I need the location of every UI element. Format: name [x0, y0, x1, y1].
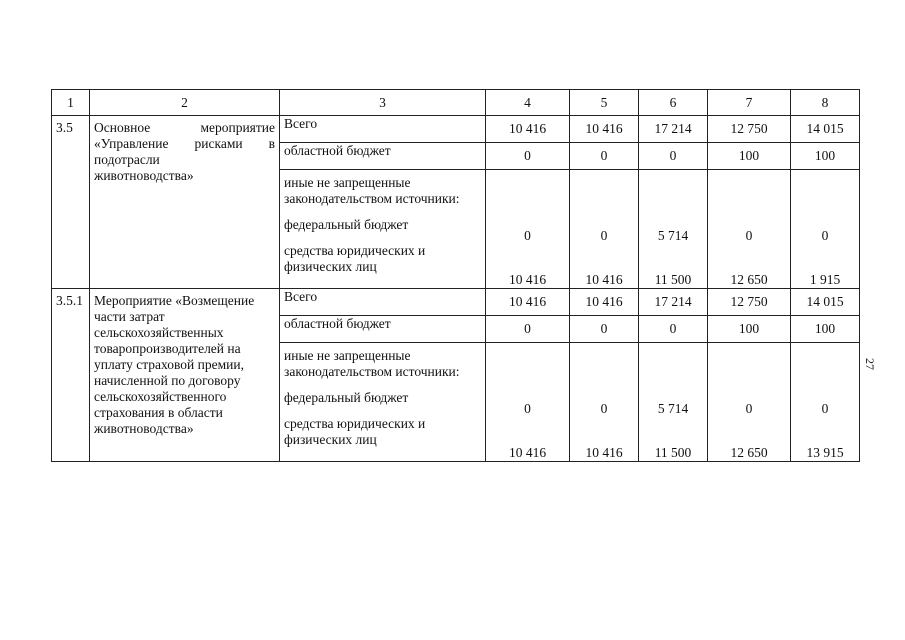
value-stack	[639, 170, 708, 289]
source-label-group	[280, 170, 486, 289]
page-number: 27	[863, 358, 877, 370]
row-name-line: начисленной по договору	[94, 373, 241, 388]
header-row	[52, 90, 860, 116]
value-cell: 13 915	[806, 445, 844, 460]
word: мероприятие	[200, 120, 275, 135]
row-name-line: животноводства»	[94, 421, 194, 436]
value-cell: 5 714	[657, 228, 689, 243]
value-stack	[791, 170, 860, 289]
source-label: федеральный бюджет	[284, 390, 409, 405]
value-stack	[486, 343, 570, 462]
row-name-line: сельскохозяйственных	[94, 325, 224, 340]
value-stack	[486, 170, 570, 289]
source-label: законодательством источники:	[284, 364, 460, 379]
row-index: 3.5.1	[52, 289, 90, 462]
value-cell: 10 416	[585, 272, 623, 287]
row-name-line	[94, 120, 275, 136]
row-name-line: части затрат	[94, 309, 165, 324]
value-cell: 100	[791, 316, 860, 343]
value-cell: 12 750	[708, 289, 791, 316]
value-cell: 14 015	[791, 116, 860, 143]
row-name-line: животноводства»	[94, 168, 194, 183]
value-cell: 100	[708, 143, 791, 170]
value-cell: 10 416	[486, 116, 570, 143]
table-row	[52, 116, 860, 143]
column-header: 1	[52, 90, 90, 116]
column-header: 3	[280, 90, 486, 116]
value-stack	[639, 343, 708, 462]
source-label: федеральный бюджет	[284, 217, 409, 232]
value-cell: 0	[486, 143, 570, 170]
spacer	[284, 380, 481, 390]
word: в	[268, 136, 275, 151]
row-name	[90, 289, 280, 462]
source-label: средства юридических и	[284, 243, 426, 258]
source-label: иные не запрещенные	[284, 175, 411, 190]
value-cell: 100	[791, 143, 860, 170]
value-cell: 12 650	[730, 272, 768, 287]
row-name-line: Мероприятие «Возмещение	[94, 293, 255, 308]
source-label: Всего	[280, 116, 486, 143]
column-header: 8	[791, 90, 860, 116]
value-cell: 0	[524, 401, 531, 416]
value-stack	[708, 170, 791, 289]
value-cell: 12 750	[708, 116, 791, 143]
row-name-line: уплату страховой премии,	[94, 357, 244, 372]
value-cell: 5 714	[657, 401, 689, 416]
word: «Управление	[94, 136, 169, 151]
value-cell: 10 416	[508, 272, 547, 287]
value-stack	[570, 170, 639, 289]
value-cell: 17 214	[639, 289, 708, 316]
value-cell: 10 416	[570, 289, 639, 316]
value-cell: 17 214	[639, 116, 708, 143]
value-cell: 0	[524, 228, 531, 243]
table-row	[52, 289, 860, 316]
value-cell: 0	[570, 316, 639, 343]
row-name-line: подотрасли	[94, 152, 160, 167]
value-cell: 12 650	[730, 445, 768, 460]
value-cell: 0	[639, 143, 708, 170]
value-cell: 0	[745, 401, 753, 416]
row-name	[90, 116, 280, 289]
column-header: 2	[90, 90, 280, 116]
source-label: средства юридических и	[284, 416, 426, 431]
value-cell: 0	[745, 228, 753, 243]
source-label: областной бюджет	[280, 316, 486, 343]
source-label: физических лиц	[284, 432, 377, 447]
value-cell: 100	[708, 316, 791, 343]
value-cell: 11 500	[654, 272, 692, 287]
value-cell: 0	[570, 143, 639, 170]
row-index: 3.5	[52, 116, 90, 289]
budget-table	[51, 89, 860, 462]
source-label: законодательством источники:	[284, 191, 460, 206]
value-cell: 0	[600, 228, 608, 243]
value-cell: 0	[821, 228, 829, 243]
source-label-group	[280, 343, 486, 462]
row-name-line	[94, 136, 275, 152]
spacer	[284, 233, 481, 243]
value-stack	[791, 343, 860, 462]
word: рисками	[194, 136, 243, 151]
value-cell: 0	[639, 316, 708, 343]
row-name-line: страхования в области	[94, 405, 223, 420]
row-name-line: сельскохозяйственного	[94, 389, 227, 404]
column-header: 4	[486, 90, 570, 116]
row-name-line: товаропроизводителей на	[94, 341, 241, 356]
value-cell: 10 416	[585, 445, 623, 460]
value-cell: 1 915	[809, 272, 841, 287]
source-label: иные не запрещенные	[284, 348, 411, 363]
value-cell: 0	[600, 401, 608, 416]
value-stack	[570, 343, 639, 462]
source-label: областной бюджет	[280, 143, 486, 170]
spacer	[284, 406, 481, 416]
value-cell: 10 416	[486, 289, 570, 316]
column-header: 5	[570, 90, 639, 116]
value-cell: 14 015	[791, 289, 860, 316]
spacer	[284, 207, 481, 217]
value-cell: 11 500	[654, 445, 692, 460]
word: Основное	[94, 120, 151, 135]
source-label: Всего	[280, 289, 486, 316]
column-header: 7	[708, 90, 791, 116]
value-cell: 10 416	[508, 445, 547, 460]
source-label: физических лиц	[284, 259, 377, 274]
value-cell: 0	[821, 401, 829, 416]
value-cell: 10 416	[570, 116, 639, 143]
value-stack	[708, 343, 791, 462]
value-cell: 0	[486, 316, 570, 343]
column-header: 6	[639, 90, 708, 116]
